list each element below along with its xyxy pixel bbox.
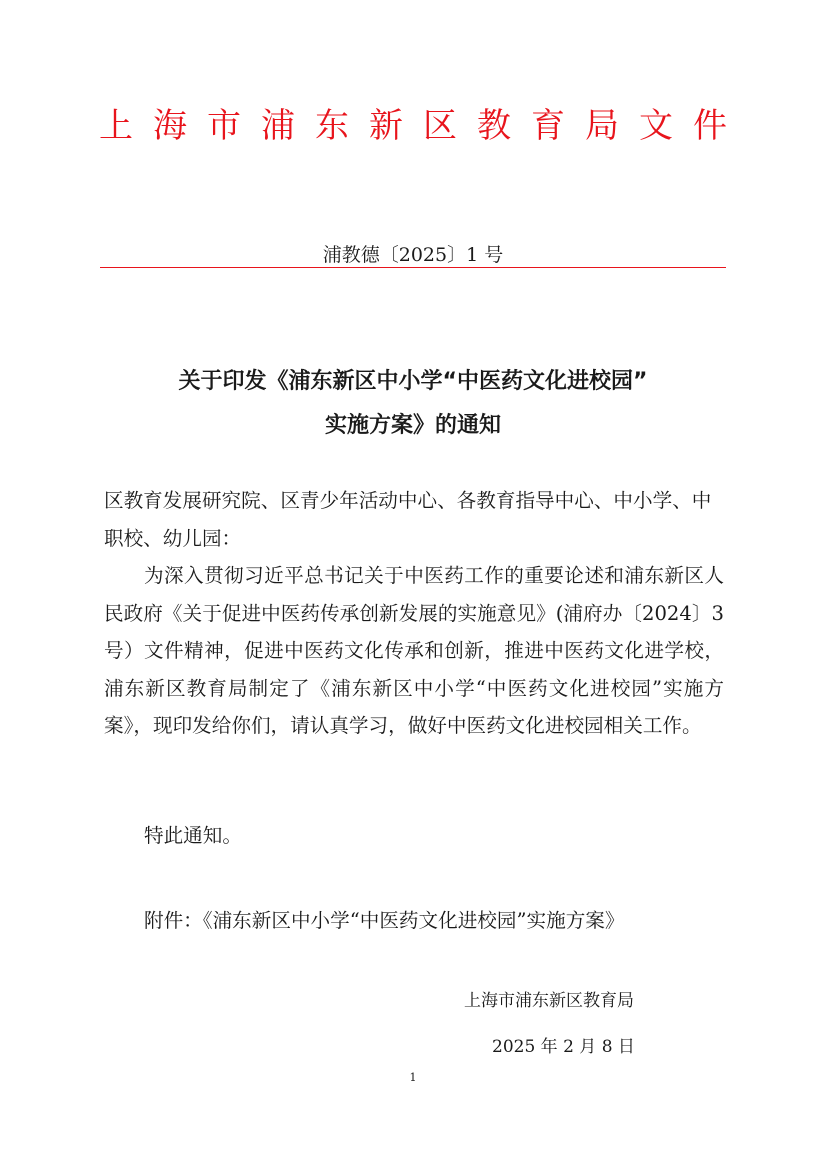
notice-title-line-2: 实施方案》的通知 [324,413,501,438]
issue-date: 2025 年 2 月 8 日 [492,1037,635,1057]
recipients: 区教育发展研究院、区青少年活动中心、各教育指导中心、中小学、中职校、幼儿园： [104,489,712,550]
closing-text: 特此通知。 [144,824,242,847]
issuer-signature: 上海市浦东新区教育局 [464,991,634,1011]
attachment-line: 附件：《浦东新区中小学“中医药文化进校园”实施方案》 [144,909,625,932]
document-number: 浦教德〔2025〕1 号 [322,244,504,266]
document-header-title: 上海市浦东新区教育局文件 [99,106,747,146]
notice-title [0,360,826,448]
notice-title-line-1: 关于印发《浦东新区中小学“中医药文化进校园” [178,369,648,394]
header-divider [100,267,726,268]
page-number: 1 [409,1071,417,1084]
body-paragraph: 为深入贯彻习近平总书记关于中医药工作的重要论述和浦东新区人民政府《关于促进中医药传承创新发展的实施意见》(浦府办〔2024〕3 号）文件精神，促进中医药文化传承和创新，推进中医药文化进学校，浦东新区教育局制定了《浦东新区中小学“中医药文化进校园”实施方案》，现印发给你们，请认真学习，做好中医药文化进校园相关工作。 [104,564,724,737]
